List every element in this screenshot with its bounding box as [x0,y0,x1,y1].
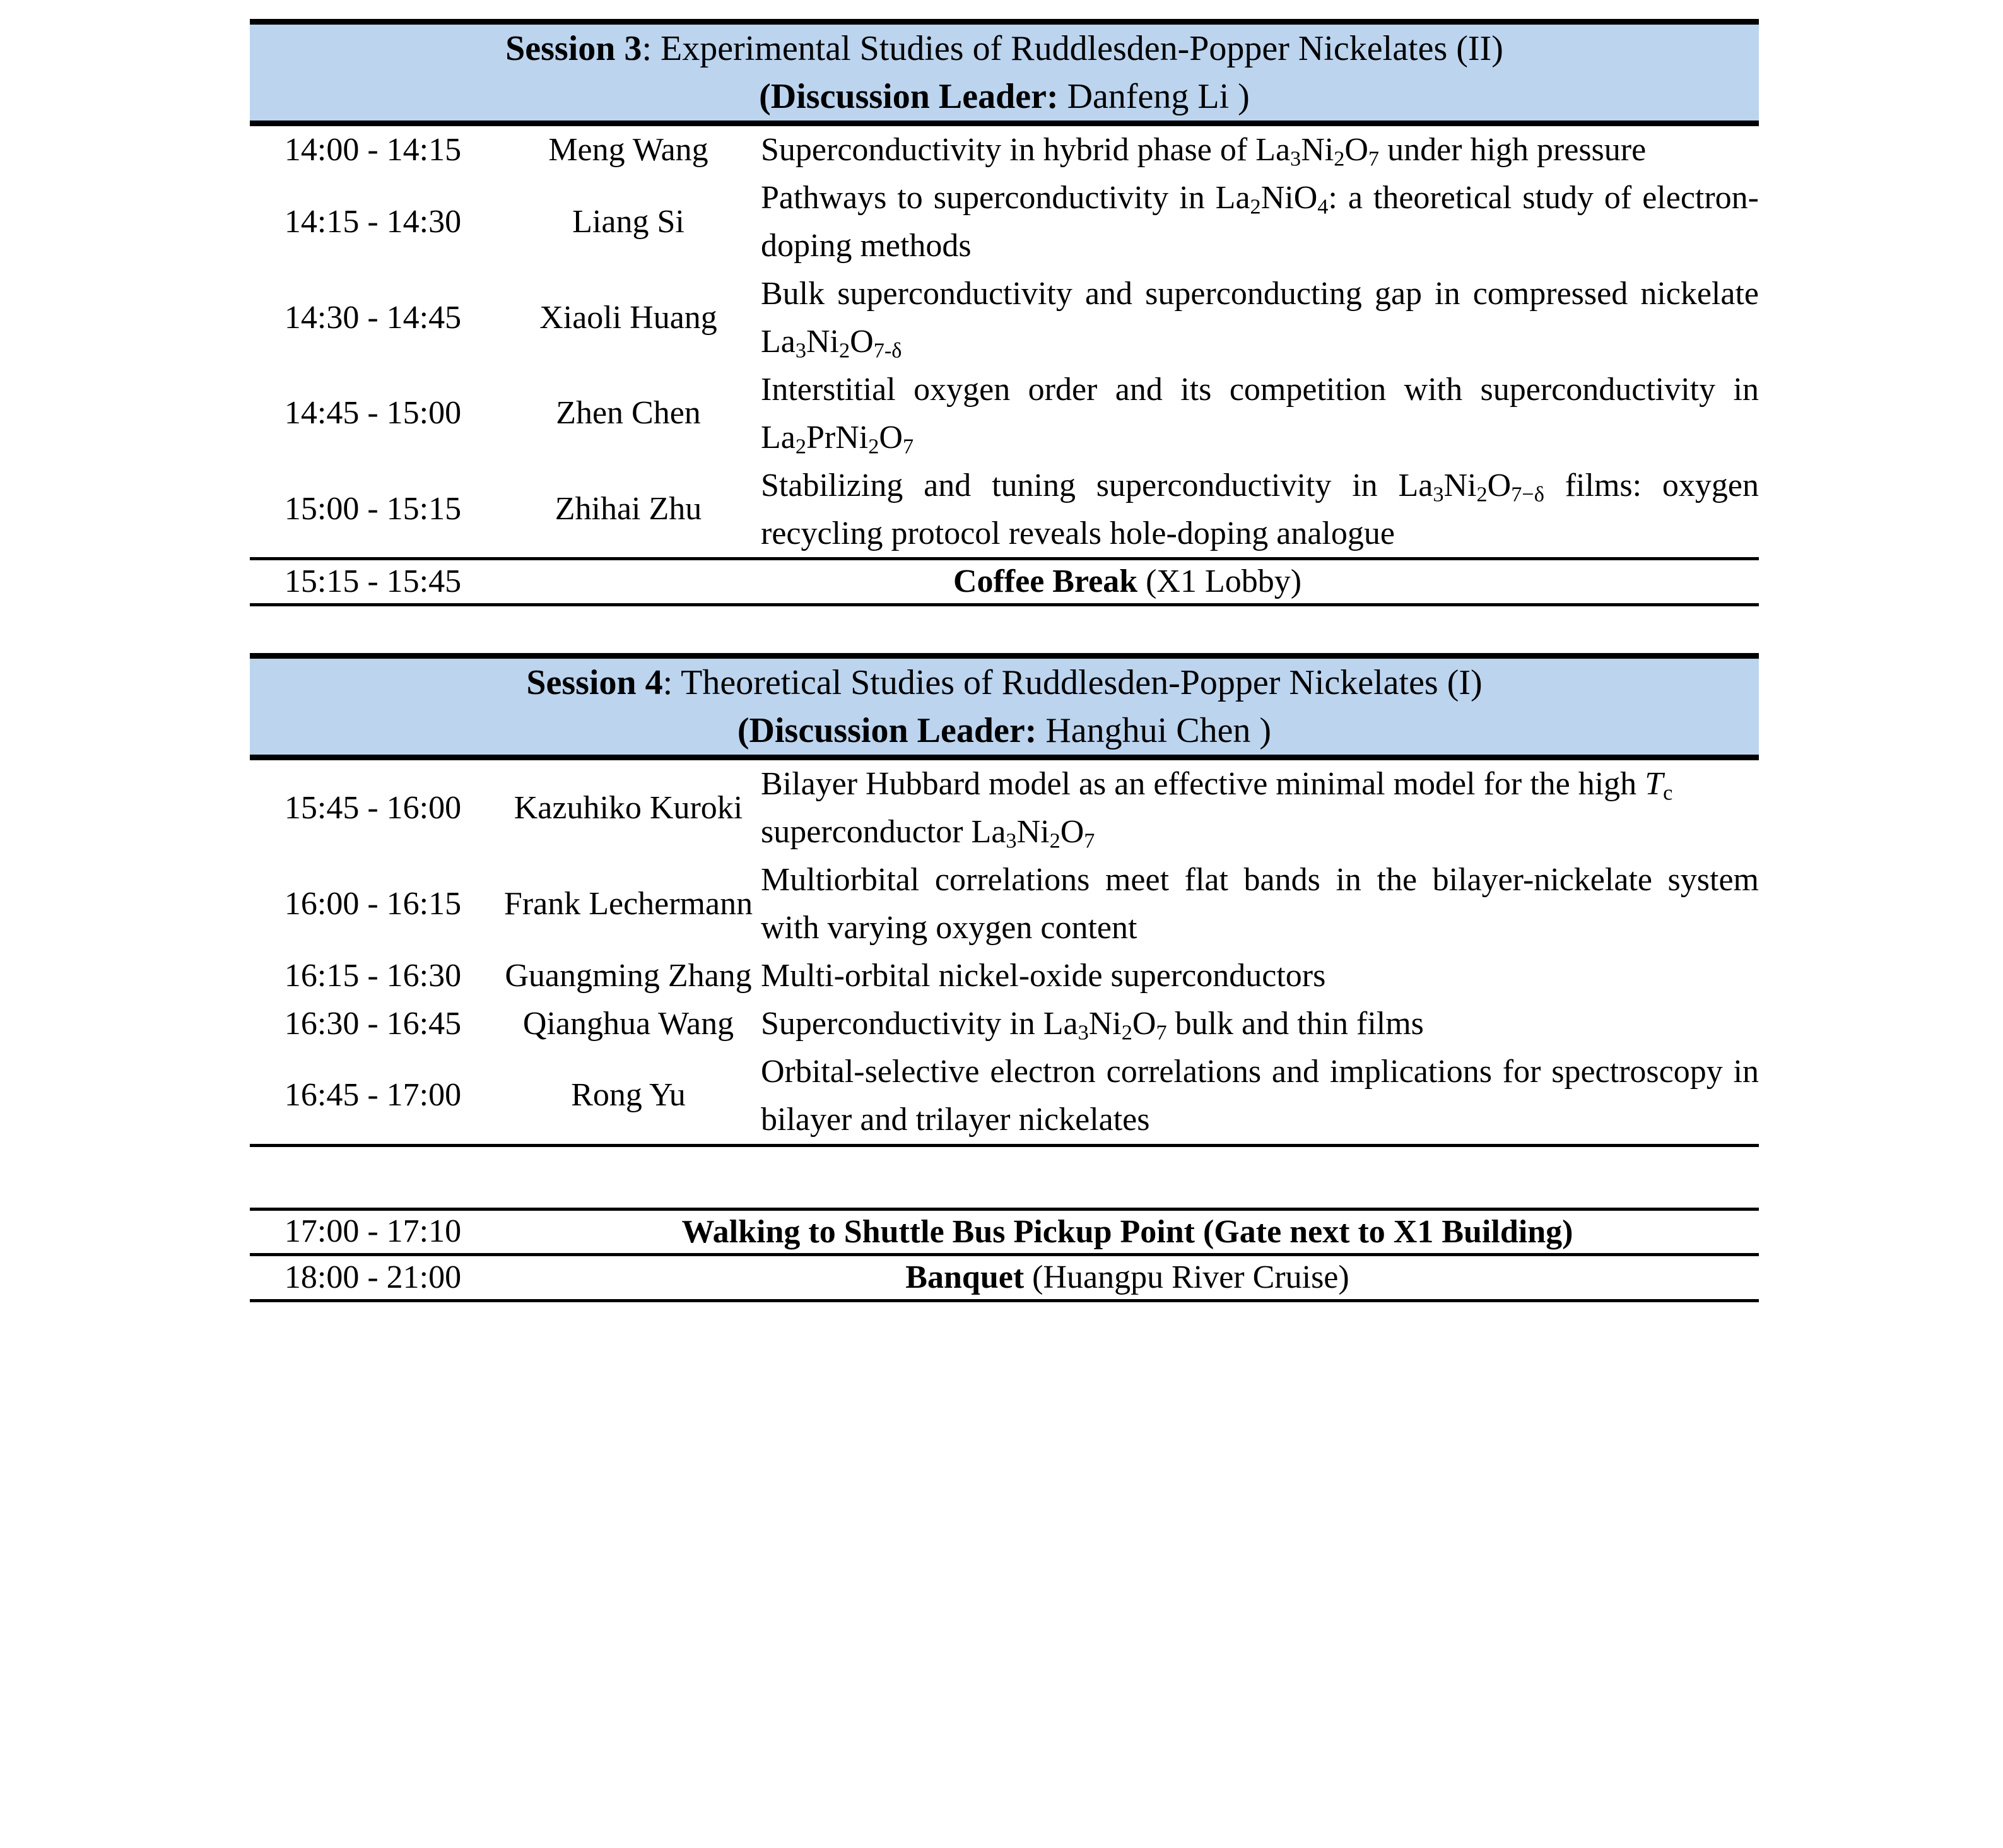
session-4-banner [250,656,1759,755]
row-title: Stabilizing and tuning superconductivity in $La_3Ni_2O_{7-\delta}$ films: oxygen recycling protocol reveals hole-doping analogue [761,467,1759,551]
banquet-label [496,1255,1759,1299]
row-speaker: Guangming Zhang [505,957,752,994]
row-title: Multiorbital correlations meet flat bands in the bilayer-nickelate system with varying oxygen content [761,862,1759,946]
walking-label [496,1209,1759,1253]
row-time: 14:45 - 15:00 [284,395,462,432]
row-time: 15:45 - 16:00 [284,790,462,826]
session-3-leader-label: (Discussion Leader: [759,77,1059,117]
session-4-table [250,653,1759,1302]
spacer-cell [250,1145,1759,1208]
row-speaker: Xiaoli Huang [539,299,717,336]
row-time: 16:45 - 17:00 [284,1077,462,1114]
session-3-table [250,19,1759,606]
table-row [250,174,1759,270]
row-time: 15:00 - 15:15 [284,491,462,527]
session-3-title: : Experimental Studies of Ruddlesden-Popper Nickelates (II) [642,29,1503,68]
walking-time: 17:00 - 17:10 [284,1213,462,1250]
row-title: Orbital-selective electron correlations and implications for spectroscopy in bilayer and trilayer nickelates [761,1053,1759,1138]
coffee-break-strong: Coffee Break [953,563,1138,600]
table-row [250,758,1759,856]
row-title: Superconductivity in hybrid phase of $La_3Ni_2O_7$ under high pressure [761,132,1647,171]
table-row [250,856,1759,952]
session-3-banner-row [250,22,1759,121]
row-time: 14:00 - 14:15 [284,131,462,168]
session-3-leader-name: Danfeng Li ) [1058,77,1250,117]
row-title: Multi-orbital nickel-oxide superconductors [761,958,1326,994]
coffee-break-row [250,559,1759,603]
row-speaker: Rong Yu [571,1077,686,1114]
closing-event-row [250,1255,1759,1299]
session-4-leader-label: (Discussion Leader: [737,711,1037,751]
row-time: 16:15 - 16:30 [284,957,462,994]
banquet-location: (Huangpu River Cruise) [1024,1259,1349,1296]
session-4-leader-name: Hanghui Chen ) [1037,711,1272,751]
table-row [250,366,1759,462]
table-row [250,1048,1759,1144]
coffee-break-label [496,559,1759,603]
table-row [250,270,1759,366]
coffee-break-time: 15:15 - 15:45 [284,563,462,599]
session-3-label: Session 3 [505,29,642,68]
banquet-strong: Banquet [905,1259,1025,1296]
table-row [250,952,1759,1000]
coffee-break-bottom-rule [250,603,1759,605]
session-3-banner [250,22,1759,121]
row-title: Bulk superconductivity and superconducting gap in compressed nickelate $La_3Ni_2O_{7-\delta}$ [761,276,1759,363]
session-4-banner-row [250,656,1759,755]
row-speaker: Kazuhiko Kuroki [514,790,743,826]
schedule-sheet [250,19,1759,1302]
row-speaker: Zhen Chen [556,395,701,432]
row-time: 16:00 - 16:15 [284,885,462,922]
coffee-break-location: (X1 Lobby) [1137,563,1302,600]
row-speaker: Meng Wang [548,131,708,168]
table-row [250,462,1759,558]
banquet-time: 18:00 - 21:00 [284,1259,462,1295]
section-gap [250,606,1759,653]
row-time: 14:15 - 14:30 [284,203,462,240]
row-speaker: Frank Lechermann [503,885,753,922]
row-title: Bilayer Hubbard model as an effective minimal model for the high $T_c$ superconductor $La_3Ni_2O_7$ [761,766,1673,853]
walking-strong: Walking to Shuttle Bus Pickup Point (Gate next to X1 Building) [681,1213,1573,1250]
row-speaker: Liang Si [572,203,684,240]
row-speaker: Qianghua Wang [522,1005,734,1042]
row-speaker: Zhihai Zhu [555,491,702,527]
row-title: Superconductivity in $La_3Ni_2O_7$ bulk and thin films [761,1005,1424,1045]
row-title: Interstitial oxygen order and its competition with superconductivity in $La_2PrNi_2O_7$ [761,371,1759,459]
row-title: Pathways to superconductivity in $La_2NiO_4$: a theoretical study of electron-doping methods [761,180,1759,264]
spacer-row [250,1145,1759,1208]
row-time: 16:30 - 16:45 [284,1005,462,1042]
table-row [250,1000,1759,1048]
table-row [250,124,1759,174]
session-4-title: : Theoretical Studies of Ruddlesden-Popper Nickelates (I) [662,663,1483,703]
row-time: 14:30 - 14:45 [284,299,462,336]
session-4-label: Session 4 [526,663,663,703]
closing-bottom-rule [250,1299,1759,1301]
closing-event-row [250,1209,1759,1253]
